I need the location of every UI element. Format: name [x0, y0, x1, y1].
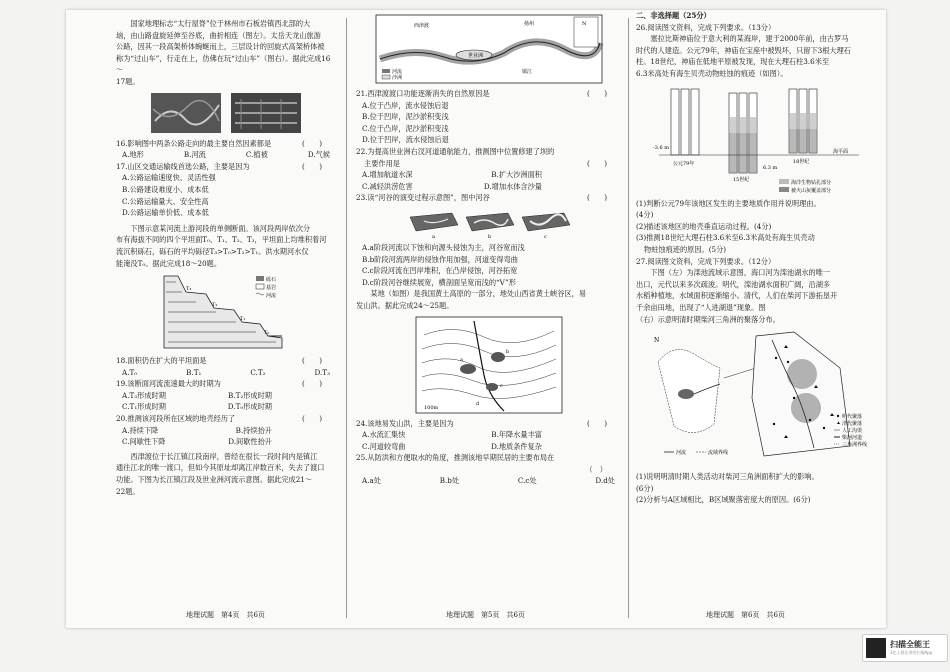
q27-subquestion: (6分): [636, 483, 654, 493]
q26-subquestion: (4分): [636, 210, 654, 220]
valley-stage-a: [410, 213, 458, 231]
q17-option: B.公路建设难度小、成本低: [122, 184, 209, 194]
scale-label: 100m: [423, 404, 438, 411]
q19-option: A.T₃形成时期: [122, 390, 166, 400]
q20-option: A.持续下降: [122, 425, 159, 435]
q20-options: [116, 436, 278, 448]
q16-option: C.植被: [245, 150, 268, 160]
intro-21-22-line: 功能。下图为长江镇江段及世业洲河流示意图。据此完成21～: [116, 475, 313, 485]
intro-18-20-line: 流沉积砾石，砾石的平均砾径T₃>T₀>T₂>T₁。洪水期河水仅: [116, 246, 309, 256]
valley-evolution-diagram: [404, 207, 574, 239]
q17-option: D.公路运输单价低、成本低: [122, 208, 209, 218]
q19-option: D.T₀形成时期: [227, 402, 272, 412]
map-point-label: d: [475, 400, 479, 407]
intro-21-22-line: 22题。: [116, 486, 140, 496]
q19-option: B.T₂形成时期: [228, 390, 272, 400]
q23-option: C.c阶段河流在凹岸堆积，在凸岸侵蚀，河谷拓宽: [362, 266, 518, 276]
q23-option: D.c阶段河谷继续展宽，横剖面呈宽而浅的“V”形: [362, 277, 516, 287]
q22-option: B.扩大沙洲面积: [491, 170, 542, 180]
q26-subquestion: (1)判断公元79年该地区发生的主要地质作用并说明理由。: [636, 198, 821, 208]
stage-label: c: [543, 233, 547, 239]
page-5-column: [356, 10, 621, 628]
legend-label: 基岩: [266, 285, 277, 292]
q26-intro-line: 时代的人建造。公元79年，神庙在宝座中被毁坏，只留下3根大理石: [636, 45, 851, 55]
legend-swatch-boring: [779, 179, 789, 184]
contour-map: [414, 315, 564, 415]
q27-intro-line: 千余亩田地，出现了“人进湖退”现象。图: [636, 302, 766, 312]
badge-title: 扫描全能王: [890, 640, 930, 649]
fig-label: 6.3 m: [762, 164, 777, 171]
fig-legend-label: 被火山灰覆盖部分: [790, 187, 831, 194]
q24-options: [356, 441, 548, 453]
page-footer: 地理试题 第5页 共6页: [446, 611, 525, 620]
terrace-label: T₀: [264, 330, 270, 337]
question-20: 20.推测该河段所在区域的地壳经历了 ( ): [116, 414, 322, 424]
q18-option: B.T₁: [186, 367, 202, 377]
question-18: 18.面积仍在扩大的平坦面是 ( ): [116, 356, 322, 366]
q24-option: D.地质条件复杂: [491, 441, 542, 451]
intro-24-25-line: 发山洪。据此完成24～25题。: [356, 300, 454, 310]
hill-b: [491, 352, 505, 362]
pillars-15c: [729, 93, 757, 173]
q16-option: D.气候: [307, 150, 330, 160]
map-point-label: a: [459, 356, 463, 363]
legend-label: 河流: [266, 293, 277, 300]
question-19: 19.该断面河流流速最大的时期为 ( ): [116, 379, 322, 389]
intro-21-22-line: 通往江北的唯一渡口，但如今其原址却离江岸数百米，失去了渡口: [116, 463, 325, 473]
intro-16-17-line: 国家地理标志“太行屋脊”位于林州市石板岩镇西北部的大: [130, 19, 311, 28]
q26-subquestion: (2)描述该地区的地壳垂直运动过程。(4分): [636, 221, 772, 231]
hill-c: [486, 383, 498, 391]
map-legend-label: 清代聚落: [841, 421, 862, 428]
legend-swatch-ash: [779, 187, 789, 192]
question-22-cont: 主要作用是 ( ): [364, 158, 607, 168]
map-left-legend: 流域界线: [707, 450, 728, 457]
intro-16-17-line: 称为“过山车”，行走在上，仿佛在玩“过山车”（图右）。据此完成16～: [116, 53, 331, 75]
scanner-app-badge[interactable]: [862, 634, 948, 662]
q18-options: [116, 367, 336, 379]
q27-intro-line: 下图（左）为滦池流域示意图，海口河为滦池湖水的唯一: [650, 268, 831, 278]
temple-pillar-diagram: [649, 83, 869, 195]
section-title: 二、非选择题（25分）: [636, 11, 711, 20]
map-legend-label: 沙洲: [391, 75, 402, 81]
map-legend-label: 明代聚落: [841, 414, 862, 421]
terrace-label: T₃: [186, 286, 192, 293]
hill-a: [460, 364, 476, 374]
fig-label: 18世纪: [792, 158, 809, 165]
q17-option: C.公路运输量大、安全性高: [122, 196, 209, 206]
column-divider: [346, 18, 347, 618]
map-label: 世业洲: [467, 53, 483, 59]
legend-sandbar-swatch: [382, 75, 390, 79]
map-legend-label: 柴河河道: [841, 435, 862, 442]
zone-a: [787, 359, 817, 389]
q23-option: B.b阶段河流两岸的侵蚀作用加强，河道变得弯曲: [362, 254, 518, 264]
q21-option: B.位于凹岸，泥沙淤积变浅: [362, 112, 449, 122]
question-27: 27.阅读图文资料，完成下列要求。（12分）: [636, 256, 776, 266]
map-legend-label: 三角洲界线: [841, 442, 867, 449]
map-point-label: c: [499, 382, 503, 389]
q21-option: C.位于凸岸，泥沙淤积变浅: [362, 123, 449, 133]
legend-river-swatch: [256, 293, 264, 295]
q20-option: D.间歇性抬升: [228, 437, 272, 447]
q18-option: D.T₃: [314, 367, 330, 377]
q16-option: B.河流: [183, 150, 206, 160]
q22-option: C.减轻洪涝危害: [362, 181, 413, 191]
mountain-road-photos: [141, 91, 311, 135]
fig-label: 15世纪: [732, 176, 749, 183]
north-arrow: N: [581, 21, 586, 27]
legend-river-swatch: [382, 69, 390, 73]
intro-16-17-line: 17题。: [116, 76, 140, 86]
exam-sheet: [66, 10, 886, 628]
q25-option: C.c处: [517, 476, 537, 486]
intro-21-22-line: 西津渡位于长江镇江段南岸，曾经在很长一段时间内是镇江: [130, 451, 318, 461]
q24-options: [356, 429, 548, 441]
q27-intro-line: 水稻种植地，水域面积逐渐缩小。清代，人们在柴河下游拓垦开: [636, 291, 838, 301]
delta-settlement-map: [644, 328, 874, 468]
question-16: 16.影响图中两条公路走向的最主要自然因素都是 ( ): [116, 138, 322, 148]
column-divider: [628, 18, 629, 618]
legend-gravel-swatch: [256, 276, 264, 281]
q17-option: A.公路运输速度快、灵活性强: [122, 173, 216, 183]
q25-option: D.d处: [595, 476, 615, 486]
q26-intro-line: 塞拉比斯神庙位于意大利的某海岸，建于2000年前，由古罗马: [650, 34, 849, 44]
stage-label: b: [487, 233, 491, 239]
fig-label: 海平面: [832, 148, 848, 155]
river-terrace-diagram: [156, 272, 296, 352]
legend-bedrock-swatch: [256, 284, 264, 289]
photo-left: [151, 93, 221, 133]
question-22: 22.为提高世业洲右汊河道通航能力，推测图中位置修建了坝的: [356, 146, 555, 156]
intro-18-20-line: 布有海拔不同的四个平坦面T₀、T₁、T₂、T₃，平坦面上均堆积着河: [116, 235, 327, 245]
page-footer: 地理试题 第6页 共6页: [706, 611, 785, 620]
q18-option: A.T₀: [122, 367, 138, 377]
fig-label: -3.6 m: [652, 144, 669, 151]
terrace-label: T₁: [240, 316, 246, 323]
q27-subquestion: (1)说明明清时期人类活动对柴河三角洲面积扩大的影响。: [636, 472, 819, 482]
q20-option: B.持续抬升: [235, 425, 272, 435]
map-label: 镇江: [521, 69, 532, 75]
q19-options: [116, 401, 278, 413]
q25-option: B.b处: [439, 476, 460, 486]
stage-label: a: [431, 233, 435, 239]
intro-16-17-line: 公路，因其一段高架桥体蜿蜒而上，三层设计的回旋式高架桥体被: [116, 42, 325, 52]
q21-option: A.位于凸岸，流水侵蚀后退: [362, 100, 449, 110]
qr-code-icon: [866, 638, 886, 658]
map-point-label: b: [505, 348, 509, 355]
q24-option: A.水流汇集快: [362, 430, 406, 440]
q21-option: D.位于凹岸，流水侵蚀后退: [362, 135, 449, 145]
q25-option: A.a处: [362, 476, 381, 486]
q24-option: B.年降水量丰富: [491, 430, 542, 440]
pillars-79ad: [671, 89, 699, 155]
intro-18-20-line: 下图示意某河流上游河段的单侧断面。该河段两岸依次分: [130, 223, 311, 233]
q22-option: D.增加水体含沙量: [483, 181, 542, 191]
q27-intro-line: 出口，元代以来多次疏浚。明代，滦池湖水面积广阔，沿湖多: [636, 279, 831, 289]
q24-option: C.河道较弯曲: [362, 441, 406, 451]
question-21: 21.西津渡渡口功能逐渐消失的自然原因是 ( ): [356, 89, 607, 98]
badge-subtitle: 3亿人都在用的扫描App: [890, 650, 933, 655]
map-label: 扬州: [523, 21, 534, 27]
q23-option: A.a阶段河流以下蚀和向源头侵蚀为主，河谷宽而浅: [362, 242, 525, 252]
fig-label: 公元79年: [672, 160, 694, 167]
intro-18-20-line: 能淹没T₀。据此完成18～20题。: [116, 258, 222, 268]
q26-subquestion: 物蛀蚀痕迹的原因。(5分): [644, 244, 727, 254]
question-26: 26.阅读图文资料，完成下列要求。（13分）: [636, 22, 776, 32]
north-label: N: [653, 337, 659, 345]
q20-option: C.间歇性下降: [122, 437, 166, 447]
question-24: 24.该地易发山洪，主要是因为 ( ): [356, 418, 607, 428]
map-legend-label: 河流: [391, 69, 402, 75]
q26-intro-line: 6.3米高处有海生贝壳动物蛀蚀的痕迹（如图）。: [636, 68, 788, 78]
legend-label: 砾石: [266, 277, 277, 284]
question-25: 25.从防洪和方便取水的角度，推测该地早期民居的主要布局在: [356, 453, 555, 463]
question-17: 17.山区交通运输线首选公路，主要是因为 ( ): [116, 161, 322, 171]
valley-stage-c: [522, 213, 570, 231]
q19-option: C.T₁形成时期: [122, 402, 166, 412]
q16-options: [116, 149, 336, 161]
q26-intro-line: 柱。18世纪，神庙在低地平原被发现，现在大理石柱3.6米至: [636, 57, 830, 67]
basin-map-left: [654, 337, 728, 456]
valley-stage-b: [466, 213, 514, 231]
q27-intro-line: （右）示意明清时期柴河三角洲的聚落分布。: [636, 314, 780, 324]
q22-options: [356, 169, 548, 181]
q18-option: C.T₂: [250, 367, 266, 377]
map-left-legend: 河流: [675, 450, 686, 457]
map-legend-label: 人工沟渠: [841, 428, 862, 435]
q16-option: A.地形: [122, 150, 144, 160]
zhenjiang-river-map: [374, 13, 604, 85]
q22-options: [356, 181, 548, 193]
intro-16-17-line: 垴，由山路盘旋延伸至谷底，曲折相连（图左）。太岳天龙山旅游: [116, 30, 321, 40]
legend-ming-swatch: [836, 415, 838, 417]
page-4-column: [116, 10, 336, 628]
q25-options: [356, 475, 621, 487]
q20-options: [116, 425, 278, 437]
page-6-column: [636, 10, 881, 628]
question-25-paren: （ ）: [585, 464, 607, 474]
q26-subquestion: (3)推测18世纪大理石柱3.6米至6.3米高处有海生贝壳动: [636, 233, 815, 243]
map-label: 西津渡: [413, 23, 429, 29]
question-23: 23.读“河谷的演变过程示意图”，图中河谷 ( ): [356, 193, 607, 203]
q19-options: [116, 390, 278, 402]
q22-option: A.增加航道水深: [362, 170, 413, 180]
page-footer: 地理试题 第4页 共6页: [186, 611, 265, 620]
intro-24-25-line: 某地（如图）是我国黄土高原的一部分，地处山西省黄土峡谷区，易: [370, 289, 587, 299]
q27-subquestion: (2)分析与A区域相比，B区域聚落密度大的原因。(6分): [636, 495, 811, 505]
terrace-label: T₂: [212, 302, 218, 309]
pillars-18c: [789, 89, 817, 153]
fig-legend-label: 海洋生物钻孔部分: [790, 179, 831, 186]
